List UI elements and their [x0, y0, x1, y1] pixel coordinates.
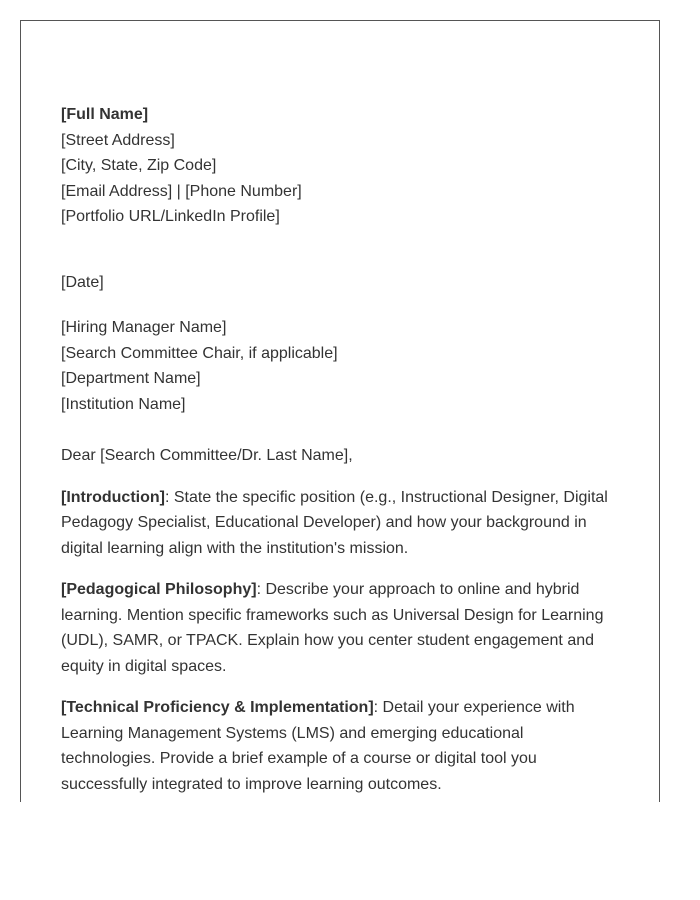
- sender-portfolio: [Portfolio URL/LinkedIn Profile]: [61, 208, 280, 225]
- paragraph-technical-proficiency: [61, 695, 621, 797]
- sender-street: [Street Address]: [61, 131, 175, 149]
- paragraph-pedagogical-philosophy: [61, 577, 621, 679]
- letter-date: [Date]: [61, 273, 104, 291]
- sender-contact: [Email Address] | [Phone Number]: [61, 182, 302, 200]
- sender-block: [61, 102, 621, 230]
- salutation: Dear [Search Committee/Dr. Last Name],: [61, 447, 353, 464]
- recipient-institution: [Institution Name]: [61, 395, 186, 413]
- paragraph-text: : Describe your approach to online and hybrid learning. Mention specific frameworks such as Universal Design for Learning (UDL), SAMR, or TPACK. Explain how you center student engagement and equity in digital spaces.: [61, 581, 604, 675]
- sender-city: [City, State, Zip Code]: [61, 157, 217, 174]
- paragraph-label: [Pedagogical Philosophy]: [61, 581, 257, 598]
- paragraph-text: : State the specific position (e.g., Instructional Designer, Digital Pedagogy Specialist, Educational Developer) and how your background in digital learning align with the institution's mission.: [61, 488, 608, 557]
- recipient-hiring-manager: [Hiring Manager Name]: [61, 319, 227, 336]
- sender-full-name: [Full Name]: [61, 106, 149, 123]
- recipient-block: [61, 315, 621, 417]
- paragraph-text: : Detail your experience with Learning Management Systems (LMS) and emerging educational technologies. Provide a brief example of a course or digital tool you successfully integrated to improve learning outcomes.: [61, 699, 575, 793]
- recipient-committee-chair: [Search Committee Chair, if applicable]: [61, 344, 338, 362]
- recipient-department: [Department Name]: [61, 370, 201, 387]
- paragraph-label: [Technical Proficiency & Implementation]: [61, 699, 374, 716]
- letter-content: [61, 102, 621, 797]
- letter-page: [20, 20, 660, 802]
- paragraph-introduction: [61, 485, 621, 562]
- paragraph-label: [Introduction]: [61, 488, 165, 506]
